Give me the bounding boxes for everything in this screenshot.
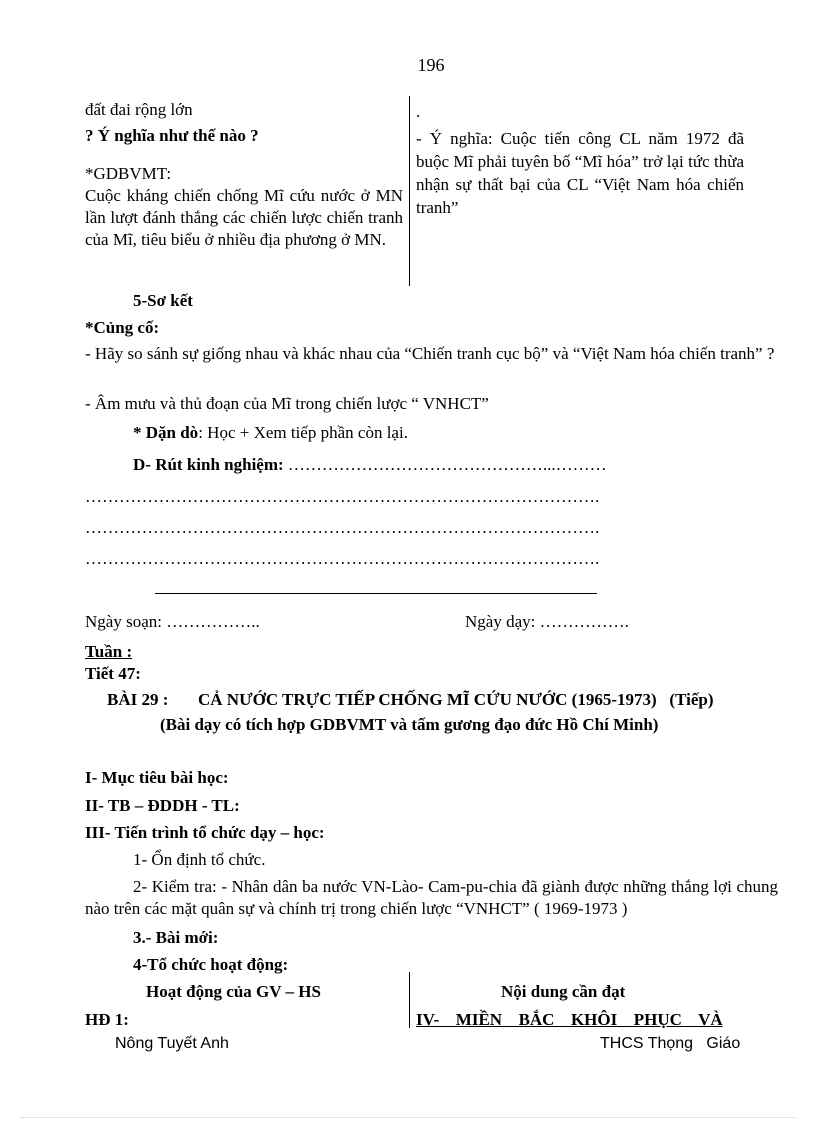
- consolidate-item-1: - Hãy so sánh sự giống nhau và khác nhau của “Chiến tranh cục bộ” và “Việt Nam hóa chiến tranh” ?: [85, 344, 775, 363]
- left-line-1: đất đai rộng lớn: [85, 100, 193, 119]
- consolidate-item-2: - Âm mưu và thủ đoạn của Mĩ trong chiến lược “ VNHCT”: [85, 394, 489, 413]
- top-table-divider: [409, 96, 410, 286]
- page-number: 196: [417, 55, 445, 75]
- top-table-right-cell: [416, 101, 744, 220]
- top-table-left-cell: [85, 99, 403, 252]
- col-left-header: Hoạt động của GV – HS: [146, 982, 321, 1001]
- teach-date: Ngày dạy: …………….: [465, 612, 629, 631]
- footer-school: THCS Thọng Giáo: [600, 1035, 741, 1052]
- bottom-table-divider: [409, 972, 410, 1028]
- section-objectives: I- Mục tiêu bài học:: [85, 768, 229, 787]
- activity-1-label: HĐ 1:: [85, 1010, 129, 1029]
- col-right-header: Nội dung cần đạt: [501, 982, 626, 1001]
- homework-label: * Dặn dò: [133, 423, 199, 442]
- step-1: 1- Ổn định tổ chức.: [133, 850, 266, 869]
- gdbvmt-label: *GDBVMT:: [85, 164, 172, 184]
- section-iv-title: IV- MIỀN BẮC KHÔI PHỤC VÀ: [416, 1010, 723, 1029]
- consolidate-label: *Củng cố:: [85, 318, 160, 337]
- period-label: Tiết 47:: [85, 664, 141, 683]
- meaning-question: ? Ý nghĩa như thế nào ?: [85, 126, 259, 146]
- prep-date: Ngày soạn: ……………..: [85, 612, 260, 631]
- gdbvmt-text: Cuộc kháng chiến chống Mĩ cứu nước ở MN lần lượt đánh thắng các chiến lược chiến tranh của Mĩ, tiêu biểu ở nhiều địa phương ở MN.: [85, 186, 403, 250]
- page-bottom-border: [20, 1117, 796, 1118]
- separator-line: [155, 593, 597, 594]
- summary-heading: 5-Sơ kết: [133, 291, 193, 310]
- experience-line: [133, 454, 607, 476]
- step-2-label: 2- Kiểm tra:: [133, 877, 217, 896]
- dot-line-2: ……………………………………………………………………………….: [85, 518, 600, 537]
- right-dot: .: [416, 102, 421, 121]
- lesson-subtitle: (Bài dạy có tích hợp GDBVMT và tấm gương đạo đức Hồ Chí Minh): [160, 715, 659, 734]
- week-label: Tuần :: [85, 642, 133, 661]
- lesson-title-number: BÀI 29 :: [107, 690, 169, 709]
- dot-line-1: ……………………………………………………………………………….: [85, 487, 600, 506]
- section-equipment: II- TB – ĐDDH - TL:: [85, 796, 240, 815]
- footer-author: Nông Tuyết Anh: [115, 1035, 229, 1052]
- lesson-title: CẢ NƯỚC TRỰC TIẾP CHỐNG MĨ CỨU NƯỚC (1965-1973) (Tiếp): [198, 690, 714, 709]
- step-4: 4-Tổ chức hoạt động:: [133, 955, 289, 974]
- step-3: 3.- Bài mới:: [133, 928, 219, 947]
- experience-dots: ………………………………………...………: [283, 455, 607, 474]
- step-2-text: - Nhân dân ba nước VN-Lào- Cam-pu-chia đã giành được những thắng lợi chung nào trên các mặt quân sự và chính trị trong chiến lược “VNHCT” ( 1969-1973 ): [85, 877, 778, 919]
- meaning-answer: - Ý nghĩa: Cuộc tiến công CL năm 1972 đã buộc Mĩ phải tuyên bố “Mĩ hóa” trở lại tức thừa nhận sự thất bại của CL “Việt Nam hóa chiến tranh”: [416, 129, 744, 217]
- section-process: III- Tiến trình tổ chức dạy – học:: [85, 823, 325, 842]
- homework-text: : Học + Xem tiếp phần còn lại.: [198, 423, 408, 442]
- dot-line-3: ……………………………………………………………………………….: [85, 549, 600, 568]
- homework-line: [133, 422, 408, 444]
- step-2: [85, 876, 778, 920]
- experience-label: D- Rút kinh nghiệm:: [133, 455, 284, 474]
